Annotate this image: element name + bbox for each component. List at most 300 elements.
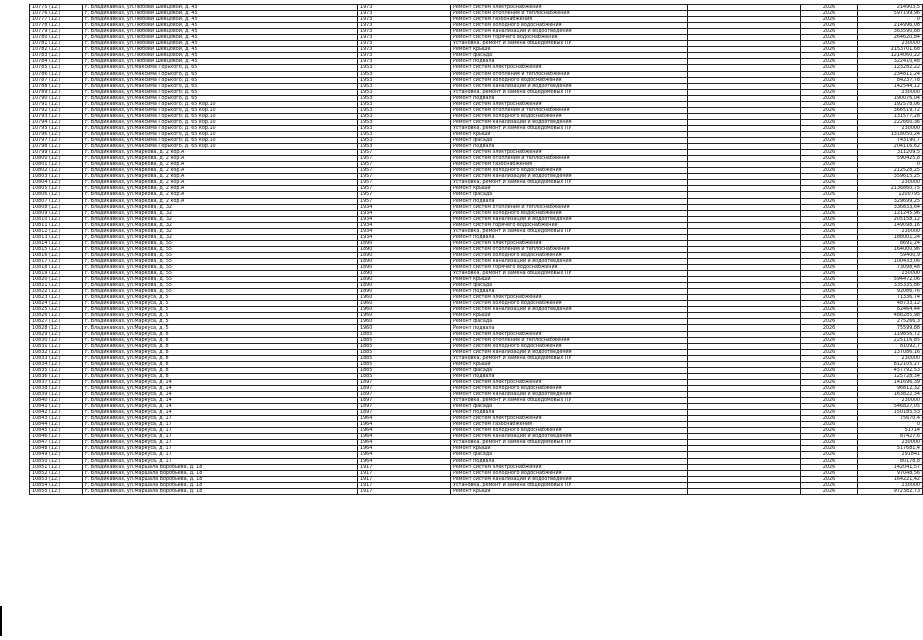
- work-type-cell: Ремонт систем канализации и водоотведения: [451, 392, 688, 398]
- work-type-cell: Ремонт систем отопления и теплоснабжения: [451, 337, 688, 343]
- address-cell: г. Владикавказ, ул.Маркова, д. 2 кор.А: [83, 192, 358, 198]
- cost-cell: 75599,88: [858, 325, 923, 331]
- work-type-cell: Ремонт крыши: [451, 361, 688, 367]
- build-year-cell: 1934: [358, 234, 451, 240]
- plan-year-cell: 2026: [801, 144, 858, 150]
- plan-year-cell: 2026: [801, 343, 858, 349]
- address-cell: г. Владикавказ, ул.Маркуса, д. 17: [83, 458, 358, 464]
- address-cell: г. Владикавказ, ул.Маркова, д. 55: [83, 289, 358, 295]
- work-type-cell: Ремонт систем горячего водоснабжения: [451, 35, 688, 41]
- address-cell: г. Владикавказ, ул.Маркуса, д. 8: [83, 349, 358, 355]
- plan-year-cell: 2026: [801, 476, 858, 482]
- build-year-cell: 1964: [358, 416, 451, 422]
- object-code-cell: 10800 (12.): [30, 156, 83, 162]
- cost-cell: 1318050,24: [858, 131, 923, 137]
- build-year-cell: 1957: [358, 198, 451, 204]
- work-type-cell: Ремонт систем канализации и водоотведения: [451, 83, 688, 89]
- cost-cell: 0: [858, 422, 923, 428]
- cost-cell: 192578,06: [858, 101, 923, 107]
- work-type-cell: Ремонт фасада: [451, 283, 688, 289]
- cost-cell: 121245,96: [858, 210, 923, 216]
- cost-cell: 204116,62: [858, 144, 923, 150]
- work-type-cell: Ремонт систем горячего водоснабжения: [451, 222, 688, 228]
- address-cell: г. Владикавказ, ул.Маркова, д. 55: [83, 271, 358, 277]
- plan-year-cell: 2026: [801, 246, 858, 252]
- work-type-cell: Ремонт подвала: [451, 144, 688, 150]
- plan-year-cell: 2026: [801, 101, 858, 107]
- plan-year-cell: 2026: [801, 307, 858, 313]
- plan-year-cell: 2026: [801, 422, 858, 428]
- build-year-cell: 1885: [358, 337, 451, 343]
- plan-year-cell: 2026: [801, 89, 858, 95]
- plan-year-cell: 2026: [801, 47, 858, 53]
- address-cell: г. Владикавказ, ул.Маркова, д. 32: [83, 216, 358, 222]
- plan-year-cell: 2026: [801, 204, 858, 210]
- cost-cell: 71336,74: [858, 295, 923, 301]
- work-type-cell: Установка, ремонт и замена общедомовых ПУ: [451, 125, 688, 131]
- work-type-cell: Ремонт крыши: [451, 131, 688, 137]
- address-cell: г. Владикавказ, ул.Маркуса, д. 17: [83, 446, 358, 452]
- object-code-cell: 10847 (12.): [30, 440, 83, 446]
- build-year-cell: 1973: [358, 35, 451, 41]
- build-year-cell: 1973: [358, 59, 451, 65]
- cost-cell: 141696,39: [858, 379, 923, 385]
- plan-year-cell: 2026: [801, 83, 858, 89]
- page-edge-mark: [0, 606, 2, 636]
- plan-year-cell: 2026: [801, 392, 858, 398]
- object-code-cell: 10852 (12.): [30, 470, 83, 476]
- address-cell: г. Владикавказ, ул.Маркуса, д. 5: [83, 319, 358, 325]
- object-code-cell: 10840 (12.): [30, 398, 83, 404]
- address-cell: г. Владикавказ, ул.Маркуса, д. 14: [83, 379, 358, 385]
- plan-year-cell: 2026: [801, 258, 858, 264]
- object-code-cell: 10808 (12.): [30, 204, 83, 210]
- address-cell: г. Владикавказ, ул.Маркова, д. 32: [83, 204, 358, 210]
- plan-year-cell: 2026: [801, 428, 858, 434]
- address-cell: г. Владикавказ, ул.Маркуса, д. 14: [83, 398, 358, 404]
- plan-year-cell: 2026: [801, 131, 858, 137]
- cost-cell: 96812,32: [858, 385, 923, 391]
- cost-cell: 590425,8: [858, 156, 923, 162]
- cost-cell: 322410,48: [858, 59, 923, 65]
- address-cell: г. Владикавказ, ул.Максима Горького, д. 65 кор.10: [83, 138, 358, 144]
- plan-year-cell: 2026: [801, 41, 858, 47]
- address-cell: г. Владикавказ, ул.Максима Горького, д. 65: [83, 83, 358, 89]
- cost-cell: 82464,44: [858, 307, 923, 313]
- address-cell: г. Владикавказ, ул.Маршала Воробьева, д. 18: [83, 470, 358, 476]
- build-year-cell: 1973: [358, 29, 451, 35]
- work-type-cell: Ремонт крыши: [451, 488, 688, 494]
- address-cell: г. Владикавказ, ул.Маркуса, д. 8: [83, 343, 358, 349]
- plan-year-cell: 2026: [801, 5, 858, 11]
- build-year-cell: 1885: [358, 331, 451, 337]
- build-year-cell: 1957: [358, 180, 451, 186]
- work-type-cell: Ремонт систем канализации и водоотведения: [451, 174, 688, 180]
- build-year-cell: 1953: [358, 125, 451, 131]
- address-cell: г. Владикавказ, ул.Максима Горького, д. 65 кор.10: [83, 113, 358, 119]
- plan-year-cell: 2026: [801, 452, 858, 458]
- work-type-cell: Ремонт систем газоснабжения: [451, 422, 688, 428]
- address-cell: г. Владикавказ, ул.Любови Шевцовой, д. 45: [83, 23, 358, 29]
- plan-year-cell: 2026: [801, 17, 858, 23]
- address-cell: г. Владикавказ, ул.Любови Шевцовой, д. 45: [83, 11, 358, 17]
- plan-year-cell: 2026: [801, 271, 858, 277]
- address-cell: г. Владикавказ, ул.Маркова, д. 2 кор.А: [83, 162, 358, 168]
- cost-cell: 972382,73: [858, 488, 923, 494]
- work-type-cell: Ремонт систем холодного водоснабжения: [451, 168, 688, 174]
- work-type-cell: Ремонт систем электроснабжения: [451, 101, 688, 107]
- address-cell: г. Владикавказ, ул.Маркова, д. 55: [83, 283, 358, 289]
- table-body: [30, 5, 923, 495]
- build-year-cell: 1890: [358, 258, 451, 264]
- object-code-cell: 10779 (12.): [30, 29, 83, 35]
- object-code-cell: 10799 (12.): [30, 150, 83, 156]
- work-type-cell: Ремонт подвала: [451, 373, 688, 379]
- plan-year-cell: 2026: [801, 228, 858, 234]
- object-code-cell: 10824 (12.): [30, 301, 83, 307]
- cost-cell: 87427,6: [858, 434, 923, 440]
- object-code-cell: 10776 (12.): [30, 11, 83, 17]
- build-year-cell: 1960: [358, 295, 451, 301]
- work-type-cell: Ремонт систем электроснабжения: [451, 240, 688, 246]
- object-code-cell: 10782 (12.): [30, 47, 83, 53]
- cost-cell: 359615,25: [858, 174, 923, 180]
- object-code-cell: 10778 (12.): [30, 23, 83, 29]
- address-cell: г. Владикавказ, ул.Максима Горького, д. 65 кор.10: [83, 125, 358, 131]
- work-type-cell: Ремонт фасада: [451, 192, 688, 198]
- work-type-cell: Ремонт крыши: [451, 313, 688, 319]
- cost-cell: 214996,08: [858, 23, 923, 29]
- cost-cell: 205158,12: [858, 216, 923, 222]
- address-cell: г. Владикавказ, ул.Любови Шевцовой, д. 45: [83, 29, 358, 35]
- plan-year-cell: 2026: [801, 107, 858, 113]
- build-year-cell: 1934: [358, 210, 451, 216]
- work-type-cell: Ремонт систем канализации и водоотведения: [451, 258, 688, 264]
- object-code-cell: 10777 (12.): [30, 17, 83, 23]
- work-type-cell: Установка, ремонт и замена общедомовых ПУ: [451, 398, 688, 404]
- build-year-cell: 1953: [358, 138, 451, 144]
- build-year-cell: 1957: [358, 150, 451, 156]
- object-code-cell: 10810 (12.): [30, 216, 83, 222]
- plan-year-cell: 2026: [801, 222, 858, 228]
- work-type-cell: Ремонт систем холодного водоснабжения: [451, 301, 688, 307]
- address-cell: г. Владикавказ, ул.Маркова, д. 55: [83, 246, 358, 252]
- plan-year-cell: 2026: [801, 234, 858, 240]
- object-code-cell: 10830 (12.): [30, 337, 83, 343]
- build-year-cell: 1953: [358, 65, 451, 71]
- work-type-cell: Установка, ремонт и замена общедомовых ПУ: [451, 89, 688, 95]
- build-year-cell: 1885: [358, 349, 451, 355]
- object-code-cell: 10855 (12.): [30, 488, 83, 494]
- build-year-cell: 1960: [358, 319, 451, 325]
- work-type-cell: Установка, ремонт и замена общедомовых ПУ: [451, 440, 688, 446]
- object-code-cell: 10831 (12.): [30, 343, 83, 349]
- plan-year-cell: 2026: [801, 355, 858, 361]
- plan-year-cell: 2026: [801, 29, 858, 35]
- address-cell: г. Владикавказ, ул.Маркуса, д. 5: [83, 313, 358, 319]
- build-year-cell: 1964: [358, 428, 451, 434]
- work-type-cell: Ремонт систем электроснабжения: [451, 150, 688, 156]
- build-year-cell: 1973: [358, 41, 451, 47]
- object-code-cell: 10812 (12.): [30, 228, 83, 234]
- address-cell: г. Владикавказ, ул.Маркуса, д. 5: [83, 307, 358, 313]
- object-code-cell: 10793 (12.): [30, 113, 83, 119]
- object-code-cell: 10816 (12.): [30, 252, 83, 258]
- work-type-cell: Ремонт систем холодного водоснабжения: [451, 77, 688, 83]
- object-code-cell: 10806 (12.): [30, 192, 83, 198]
- object-code-cell: 10834 (12.): [30, 361, 83, 367]
- object-code-cell: 10849 (12.): [30, 452, 83, 458]
- cost-cell: 230000: [858, 180, 923, 186]
- address-cell: г. Владикавказ, ул.Максима Горького, д. 65 кор.10: [83, 119, 358, 125]
- object-code-cell: 10817 (12.): [30, 258, 83, 264]
- build-year-cell: 1964: [358, 440, 451, 446]
- address-cell: г. Владикавказ, ул.Маркова, д. 2 кор.А: [83, 174, 358, 180]
- build-year-cell: 1953: [358, 89, 451, 95]
- object-code-cell: 10822 (12.): [30, 289, 83, 295]
- plan-year-cell: 2026: [801, 325, 858, 331]
- cost-cell: 230000: [858, 440, 923, 446]
- build-year-cell: 1890: [358, 252, 451, 258]
- build-year-cell: 1964: [358, 452, 451, 458]
- cost-cell: 230000: [858, 228, 923, 234]
- address-cell: г. Владикавказ, ул.Маркова, д. 55: [83, 265, 358, 271]
- address-cell: г. Владикавказ, ул.Максима Горького, д. 65 кор.10: [83, 101, 358, 107]
- address-cell: г. Владикавказ, ул.Маршала Воробьева, д. 18: [83, 476, 358, 482]
- build-year-cell: 1957: [358, 162, 451, 168]
- object-code-cell: 10854 (12.): [30, 482, 83, 488]
- work-type-cell: Ремонт систем газоснабжения: [451, 17, 688, 23]
- object-code-cell: 10825 (12.): [30, 307, 83, 313]
- object-code-cell: 10794 (12.): [30, 119, 83, 125]
- build-year-cell: 1934: [358, 204, 451, 210]
- work-type-cell: Ремонт систем отопления и теплоснабжения: [451, 11, 688, 17]
- cost-cell: 363590,88: [858, 29, 923, 35]
- plan-year-cell: 2026: [801, 464, 858, 470]
- address-cell: г. Владикавказ, ул.Максима Горького, д. 65: [83, 65, 358, 71]
- cost-cell: 275266,3: [858, 319, 923, 325]
- cost-cell: 230000: [858, 355, 923, 361]
- plan-year-cell: 2026: [801, 434, 858, 440]
- object-code-cell: 10843 (12.): [30, 416, 83, 422]
- plan-year-cell: 2026: [801, 367, 858, 373]
- object-code-cell: 10839 (12.): [30, 392, 83, 398]
- cost-cell: 488285,98: [858, 313, 923, 319]
- address-cell: г. Владикавказ, ул.Маркова, д. 32: [83, 222, 358, 228]
- work-type-cell: Ремонт подвала: [451, 289, 688, 295]
- plan-year-cell: 2026: [801, 446, 858, 452]
- object-code-cell: 10804 (12.): [30, 180, 83, 186]
- work-type-cell: Ремонт систем электроснабжения: [451, 416, 688, 422]
- build-year-cell: 1973: [358, 23, 451, 29]
- work-type-cell: Ремонт систем канализации и водоотведения: [451, 476, 688, 482]
- plan-year-cell: 2026: [801, 385, 858, 391]
- cost-cell: 84237,78: [858, 77, 923, 83]
- plan-year-cell: 2026: [801, 482, 858, 488]
- cost-cell: 230000: [858, 125, 923, 131]
- work-type-cell: Ремонт систем отопления и теплоснабжения: [451, 156, 688, 162]
- build-year-cell: 1973: [358, 5, 451, 11]
- address-cell: г. Владикавказ, ул.Маршала Воробьева, д. 18: [83, 482, 358, 488]
- build-year-cell: 1960: [358, 307, 451, 313]
- build-year-cell: 1890: [358, 271, 451, 277]
- plan-year-cell: 2026: [801, 404, 858, 410]
- object-code-cell: 10827 (12.): [30, 319, 83, 325]
- plan-year-cell: 2026: [801, 337, 858, 343]
- cost-cell: 2136860,75: [858, 186, 923, 192]
- work-type-cell: Ремонт подвала: [451, 325, 688, 331]
- object-code-cell: 10815 (12.): [30, 246, 83, 252]
- address-cell: г. Владикавказ, ул.Маркова, д. 55: [83, 252, 358, 258]
- plan-year-cell: 2026: [801, 119, 858, 125]
- address-cell: г. Владикавказ, ул.Маркуса, д. 17: [83, 434, 358, 440]
- object-code-cell: 10785 (12.): [30, 65, 83, 71]
- work-type-cell: Ремонт подвала: [451, 198, 688, 204]
- cost-cell: 743190,7: [858, 138, 923, 144]
- work-type-cell: Ремонт фасада: [451, 53, 688, 59]
- address-cell: г. Владикавказ, ул.Маркуса, д. 5: [83, 295, 358, 301]
- cost-cell: 546827,05: [858, 404, 923, 410]
- cost-cell: 92086,76: [858, 289, 923, 295]
- cost-cell: 188001,24: [858, 234, 923, 240]
- cost-cell: 594472,06: [858, 277, 923, 283]
- plan-year-cell: 2026: [801, 168, 858, 174]
- work-type-cell: Установка, ремонт и замена общедомовых ПУ: [451, 41, 688, 47]
- object-code-cell: 10819 (12.): [30, 271, 83, 277]
- build-year-cell: 1953: [358, 95, 451, 101]
- plan-year-cell: 2026: [801, 331, 858, 337]
- cost-cell: 336833,64: [858, 204, 923, 210]
- build-year-cell: 1890: [358, 289, 451, 295]
- work-type-cell: Ремонт систем холодного водоснабжения: [451, 252, 688, 258]
- object-code-cell: 10835 (12.): [30, 367, 83, 373]
- object-code-cell: 10801 (12.): [30, 162, 83, 168]
- object-code-cell: 10786 (12.): [30, 71, 83, 77]
- repair-schedule-sheet: [29, 4, 920, 495]
- work-type-cell: Ремонт систем холодного водоснабжения: [451, 343, 688, 349]
- object-code-cell: 10788 (12.): [30, 83, 83, 89]
- cost-cell: 75670,4: [858, 416, 923, 422]
- cost-cell: 0: [858, 162, 923, 168]
- address-cell: г. Владикавказ, ул.Маркуса, д. 8: [83, 373, 358, 379]
- object-code-cell: 10803 (12.): [30, 174, 83, 180]
- plan-year-cell: 2026: [801, 301, 858, 307]
- work-type-cell: Ремонт систем отопления и теплоснабжения: [451, 204, 688, 210]
- object-code-cell: 10844 (12.): [30, 422, 83, 428]
- address-cell: г. Владикавказ, ул.Маркуса, д. 17: [83, 422, 358, 428]
- build-year-cell: 1934: [358, 228, 451, 234]
- build-year-cell: 1973: [358, 11, 451, 17]
- address-cell: г. Владикавказ, ул.Маркуса, д. 8: [83, 355, 358, 361]
- address-cell: г. Владикавказ, ул.Маркуса, д. 8: [83, 331, 358, 337]
- address-cell: г. Владикавказ, ул.Максима Горького, д. 65: [83, 95, 358, 101]
- cost-cell: 225116,85: [858, 337, 923, 343]
- work-type-cell: Ремонт подвала: [451, 410, 688, 416]
- work-type-cell: Ремонт систем холодного водоснабжения: [451, 210, 688, 216]
- plan-year-cell: 2026: [801, 65, 858, 71]
- work-type-cell: Ремонт систем канализации и водоотведения: [451, 119, 688, 125]
- work-type-cell: Ремонт систем электроснабжения: [451, 464, 688, 470]
- cost-cell: 137086,16: [858, 349, 923, 355]
- build-year-cell: 1953: [358, 71, 451, 77]
- work-type-cell: Установка, ремонт и замена общедомовых ПУ: [451, 482, 688, 488]
- cost-cell: 311209,5: [858, 150, 923, 156]
- work-type-cell: Ремонт подвала: [451, 234, 688, 240]
- plan-year-cell: 2026: [801, 440, 858, 446]
- address-cell: г. Владикавказ, ул.Маркуса, д. 8: [83, 361, 358, 367]
- cost-cell: 457792,53: [858, 367, 923, 373]
- work-type-cell: Установка, ремонт и замена общедомовых ПУ: [451, 180, 688, 186]
- cost-cell: 125728,34: [858, 373, 923, 379]
- work-type-cell: Ремонт крыши: [451, 277, 688, 283]
- build-year-cell: 1973: [358, 17, 451, 23]
- cost-cell: 222660,36: [858, 119, 923, 125]
- object-code-cell: 10807 (12.): [30, 198, 83, 204]
- work-type-cell: Ремонт систем электроснабжения: [451, 331, 688, 337]
- plan-year-cell: 2026: [801, 180, 858, 186]
- object-code-cell: 10846 (12.): [30, 434, 83, 440]
- address-cell: г. Владикавказ, ул.Маркуса, д. 5: [83, 325, 358, 331]
- address-cell: г. Владикавказ, ул.Маркуса, д. 14: [83, 404, 358, 410]
- build-year-cell: 1890: [358, 240, 451, 246]
- cost-cell: 8691,24: [858, 240, 923, 246]
- cost-cell: 73098,48: [858, 265, 923, 271]
- plan-year-cell: 2026: [801, 59, 858, 65]
- object-code-cell: 10833 (12.): [30, 355, 83, 361]
- plan-year-cell: 2026: [801, 361, 858, 367]
- work-type-cell: Ремонт систем горячего водоснабжения: [451, 265, 688, 271]
- plan-year-cell: 2026: [801, 198, 858, 204]
- object-code-cell: 10848 (12.): [30, 446, 83, 452]
- work-type-cell: Ремонт систем отопления и теплоснабжения: [451, 107, 688, 113]
- address-cell: г. Владикавказ, ул.Маркуса, д. 17: [83, 440, 358, 446]
- plan-year-cell: 2026: [801, 373, 858, 379]
- object-code-cell: 10837 (12.): [30, 379, 83, 385]
- work-type-cell: Ремонт систем холодного водоснабжения: [451, 385, 688, 391]
- plan-year-cell: 2026: [801, 174, 858, 180]
- cost-cell: 100433,06: [858, 258, 923, 264]
- plan-year-cell: 2026: [801, 216, 858, 222]
- work-type-cell: Ремонт систем электроснабжения: [451, 65, 688, 71]
- cost-cell: 190076,04: [858, 95, 923, 101]
- work-type-cell: Ремонт фасада: [451, 404, 688, 410]
- object-code-cell: 10826 (12.): [30, 313, 83, 319]
- object-code-cell: 10821 (12.): [30, 283, 83, 289]
- object-code-cell: 10784 (12.): [30, 59, 83, 65]
- work-type-cell: Ремонт подвала: [451, 59, 688, 65]
- plan-year-cell: 2026: [801, 319, 858, 325]
- object-code-cell: 10811 (12.): [30, 222, 83, 228]
- address-cell: г. Владикавказ, ул.Маркова, д. 2 кор.А: [83, 150, 358, 156]
- cost-cell: 366519,72: [858, 107, 923, 113]
- object-code-cell: 10850 (12.): [30, 458, 83, 464]
- cost-cell: 329699,25: [858, 198, 923, 204]
- object-code-cell: 10820 (12.): [30, 277, 83, 283]
- object-code-cell: 10789 (12.): [30, 89, 83, 95]
- cost-cell: 2153701,68: [858, 47, 923, 53]
- cost-cell: 97048,56: [858, 470, 923, 476]
- plan-year-cell: 2026: [801, 313, 858, 319]
- object-code-cell: 10792 (12.): [30, 107, 83, 113]
- build-year-cell: 1897: [358, 404, 451, 410]
- cost-cell: 812105,27: [858, 361, 923, 367]
- work-type-cell: Ремонт крыши: [451, 47, 688, 53]
- object-code-cell: 10832 (12.): [30, 349, 83, 355]
- table-row: [30, 488, 923, 494]
- cost-cell: 142041,57: [858, 464, 923, 470]
- address-cell: г. Владикавказ, ул.Маркуса, д. 17: [83, 416, 358, 422]
- build-year-cell: 1890: [358, 246, 451, 252]
